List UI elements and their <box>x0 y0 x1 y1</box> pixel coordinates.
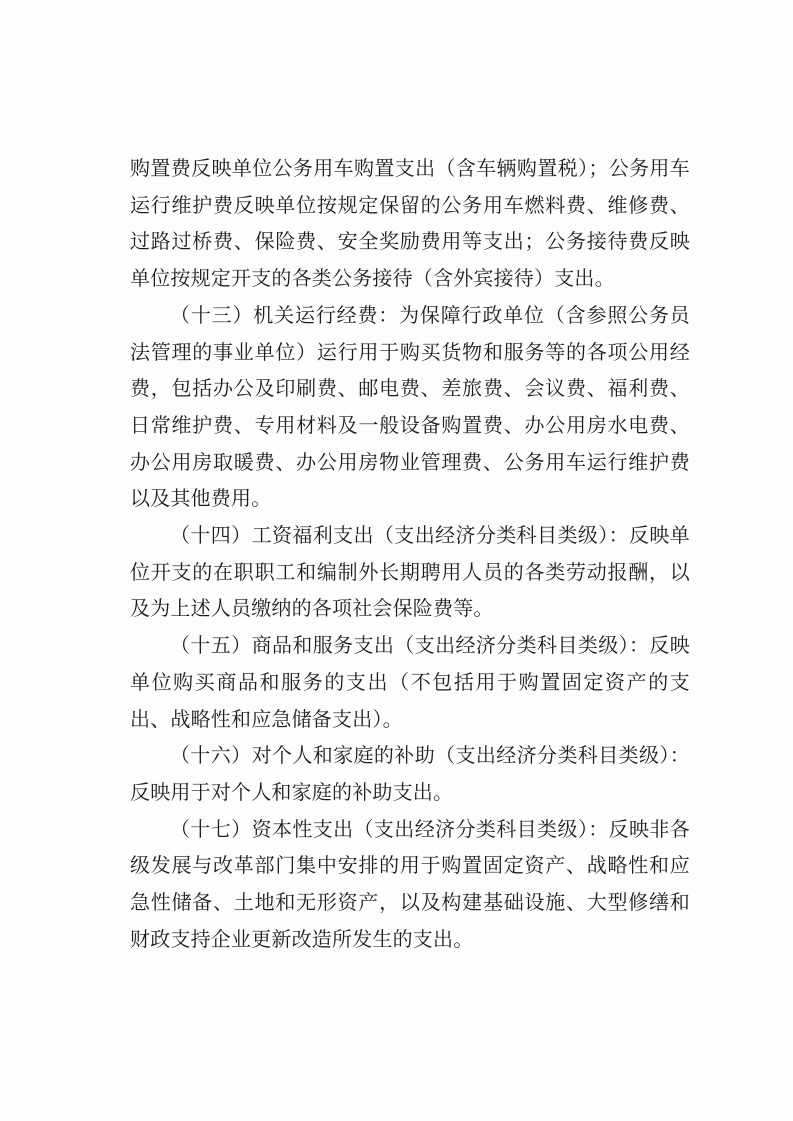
paragraph-16-household-subsidy: （十六）对个人和家庭的补助（支出经济分类科目类级）：反映用于对个人和家庭的补助支出。 <box>130 743 690 804</box>
paragraph-13-operating-costs: （十三）机关运行经费：为保障行政单位（含参照公务员法管理的事业单位）运行用于购买货物和服务等的各项公用经费，包括办公及印刷费、邮电费、差旅费、会议费、福利费、日常维护费、专用材料及一般设备购置费、办公用房水电费、办公用房取暖费、办公用房物业管理费、公务用车运行维护费以及其他费用。 <box>130 302 690 511</box>
paragraph-14-wages-welfare: （十四）工资福利支出（支出经济分类科目类级）：反映单位开支的在职职工和编制外长期聘用人员的各类劳动报酬，以及为上述人员缴纳的各项社会保险费等。 <box>130 523 690 621</box>
document-body <box>130 150 690 957</box>
paragraph-17-capital-expenditure: （十七）资本性支出（支出经济分类科目类级）：反映非各级发展与改革部门集中安排的用于购置固定资产、战略性和应急性储备、土地和无形资产，以及构建基础设施、大型修缮和财政支持企业更新改造所发生的支出。 <box>130 816 690 951</box>
paragraph-vehicle-expenses: 购置费反映单位公务用车购置支出（含车辆购置税）；公务用车运行维护费反映单位按规定保留的公务用车燃料费、维修费、过路过桥费、保险费、安全奖励费用等支出；公务接待费反映单位按规定开支的各类公务接待（含外宾接待）支出。 <box>130 156 690 291</box>
paragraph-15-goods-services: （十五）商品和服务支出（支出经济分类科目类级）：反映单位购买商品和服务的支出（不包括用于购置固定资产的支出、战略性和应急储备支出）。 <box>130 633 690 731</box>
